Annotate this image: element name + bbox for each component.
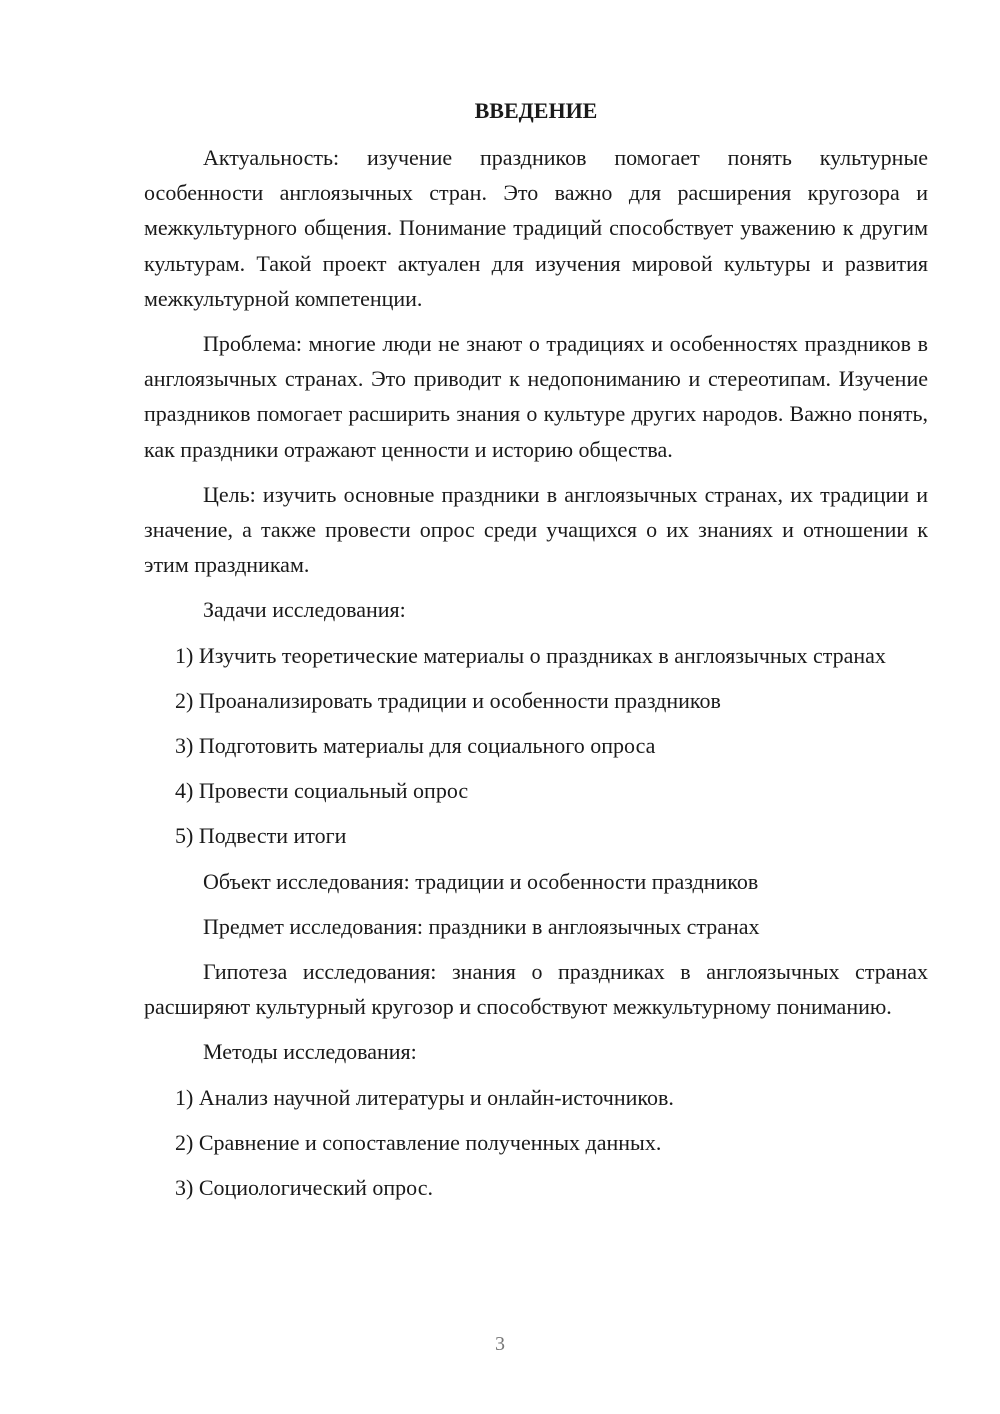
page-title: ВВЕДЕНИЕ [474, 98, 598, 123]
goal-paragraph: Цель: изучить основные праздники в англоязычных странах, их традиции и значение, а также провести опрос среди учащихся о их знаниях и отношении к этим праздникам. [144, 481, 928, 578]
problem-paragraph: Проблема: многие люди не знают о традициях и особенностях праздников в англоязычных странах. Это приводит к недопониманию и стереотипам. Изучение праздников помогает расширить знания о культуре других народов. Важно понять, как праздники отражают ценности и историю общества. [144, 331, 928, 462]
research-subject: Предмет исследования: праздники в англоязычных странах [203, 913, 760, 939]
tasks-heading: Задачи исследования: [203, 597, 406, 623]
relevance-paragraph: Актуальность: изучение праздников помогает понять культурные особенности англоязычных стран. Это важно для расширения кругозора и межкультурного общения. Понимание традиций способствует уважению к другим культурам. Такой проект актуален для изучения мировой культуры и развития межкультурной компетенции. [144, 145, 928, 311]
method-item-3: 3) Социологический опрос. [175, 1175, 433, 1201]
task-item-5: 5) Подвести итоги [175, 823, 347, 849]
research-object: Объект исследования: традиции и особенности праздников [203, 868, 759, 894]
document-page [144, 96, 928, 1215]
method-item-2: 2) Сравнение и сопоставление полученных данных. [175, 1129, 662, 1155]
method-item-1: 1) Анализ научной литературы и онлайн-источников. [175, 1084, 674, 1110]
page-number: 3 [495, 1333, 505, 1355]
task-item-2: 2) Проанализировать традиции и особенности праздников [175, 687, 721, 713]
task-item-4: 4) Провести социальный опрос [175, 778, 469, 804]
task-item-1: 1) Изучить теоретические материалы о праздниках в англоязычных странах [175, 642, 886, 668]
task-item-3: 3) Подготовить материалы для социального опроса [175, 733, 656, 759]
methods-heading: Методы исследования: [203, 1039, 417, 1065]
hypothesis-paragraph: Гипотеза исследования: знания о праздниках в англоязычных странах расширяют культурный кругозор и способствуют межкультурному пониманию. [144, 959, 928, 1020]
